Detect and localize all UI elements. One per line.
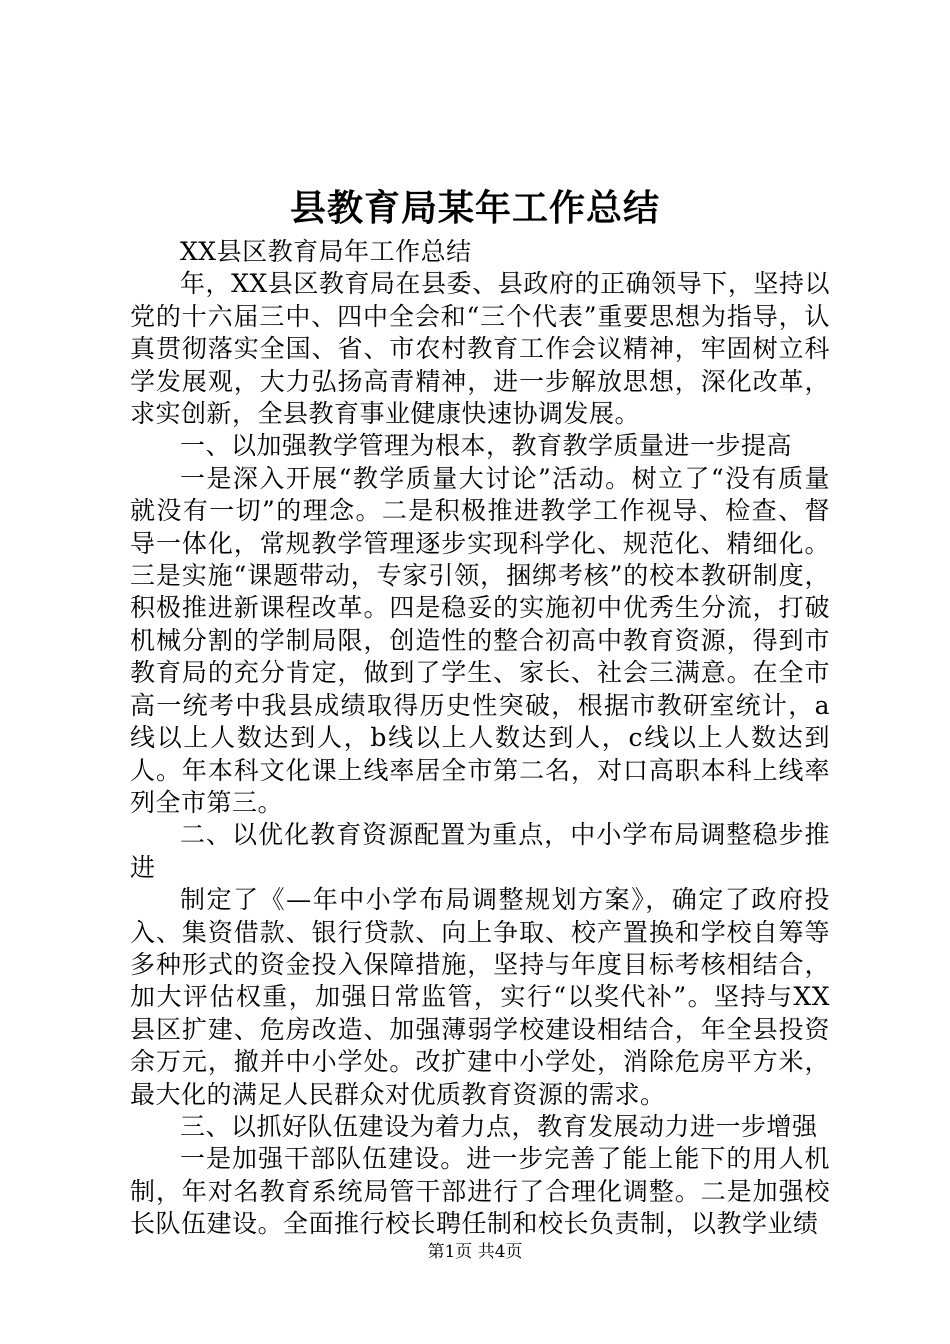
section-heading-2: 二、以优化教育资源配置为重点，中小学布局调整稳步推进 [130, 820, 830, 882]
section-heading-3: 三、以抓好队伍建设为着力点，教育发展动力进一步增强 [180, 1111, 818, 1141]
page-footer: 第1页 共4页 [427, 1242, 523, 1262]
paragraph-section-3: 一是加强干部队伍建设。进一步完善了能上能下的用人机制，年对名教育系统局管干部进行了合理化调整。二是加强校长队伍建设。全面推行校长聘任制和校长负责制，以教学业绩 [130, 1144, 830, 1239]
document-title: 县教育局某年工作总结 [289, 187, 660, 229]
document-body [130, 236, 830, 1241]
paragraph-intro: 年，XX县区教育局在县委、县政府的正确领导下，坚持以党的十六届三中、四中全会和“三个代表”重要思想为指导，认真贯彻落实全国、省、市农村教育工作会议精神，牢固树立科学发展观，大力弘扬高青精神，进一步解放思想，深化改革，求实创新，全县教育事业健康快速协调发展。 [130, 269, 830, 429]
section-heading-1: 一、以加强教学管理为根本，教育教学质量进一步提高 [180, 431, 793, 461]
paragraph-section-2: 制定了《—年中小学布局调整规划方案》，确定了政府投入、集资借款、银行贷款、向上争取、校产置换和学校自筹等多种形式的资金投入保障措施，坚持与年度目标考核相结合，加大评估权重，加强日常监管，实行“以奖代补”。坚持与XX县区扩建、危房改造、加强薄弱学校建设相结合，年全县投资余万元，撤并中小学处。改扩建中小学处，消除危房平方米，最大化的满足人民群众对优质教育资源的需求。 [130, 885, 830, 1109]
paragraph-subtitle: XX县区教育局年工作总结 [180, 237, 472, 266]
paragraph-section-1: 一是深入开展“教学质量大讨论”活动。树立了“没有质量就没有一切”的理念。二是积极推进教学工作视导、检查、督导一体化，常规教学管理逐步实现科学化、规范化、精细化。三是实施“课题带动，专家引领，捆绑考核”的校本教研制度，积极推进新课程改革。四是稳妥的实施初中优秀生分流，打破机械分割的学制局限，创造性的整合初高中教育资源，得到市教育局的充分肯定，做到了学生、家长、社会三满意。在全市高一统考中我县成绩取得历史性突破，根据市教研室统计，a线以上人数达到人，b线以上人数达到人，c线以上人数达到人。年本科文化课上线率居全市第二名，对口高职本科上线率列全市第三。 [130, 463, 830, 817]
